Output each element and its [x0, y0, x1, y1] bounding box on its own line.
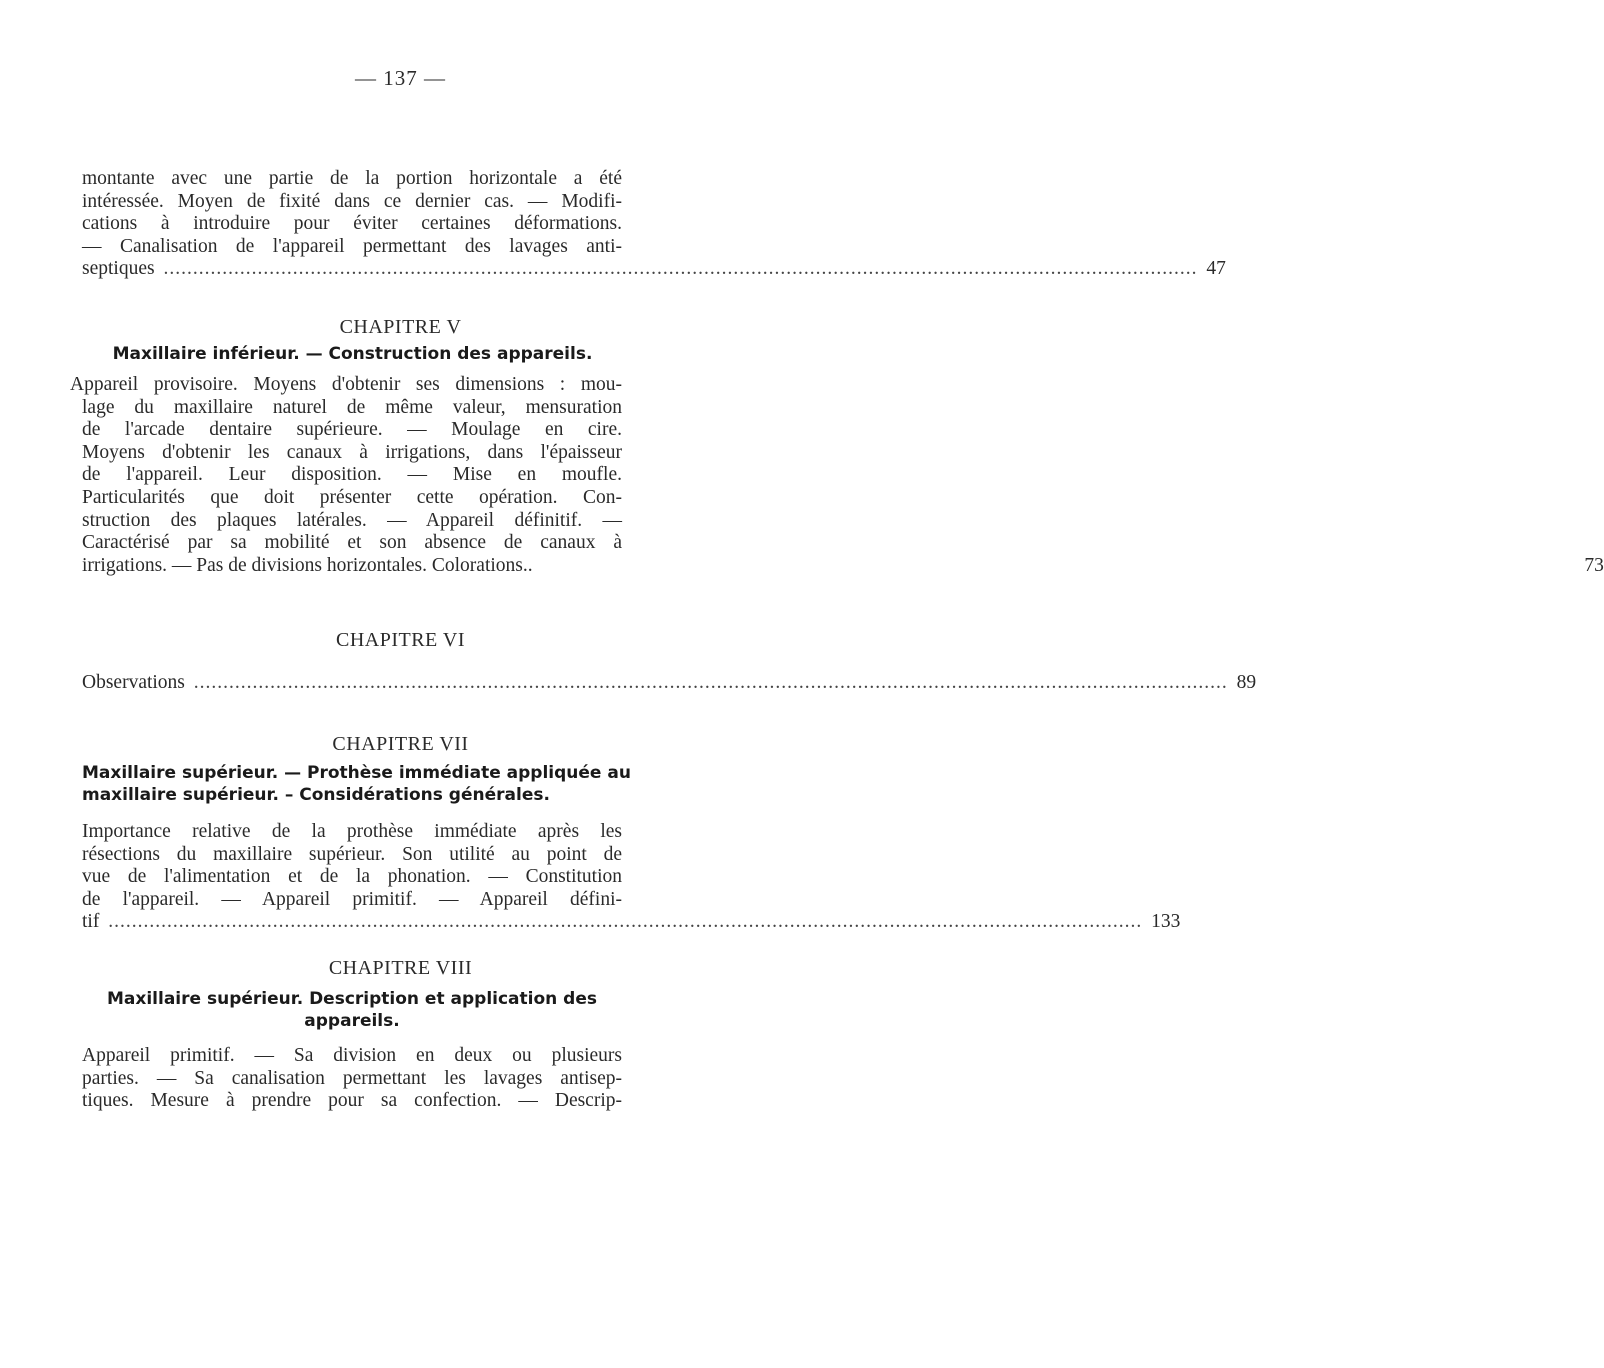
toc-entry-text: tif	[82, 911, 100, 933]
toc-entry-text: irrigations. — Pas de divisions horizontales. Colorations..	[82, 554, 533, 576]
chapter-summary	[82, 821, 1181, 934]
text-line: Particularités que doit présenter cette opération. Con-	[82, 486, 622, 508]
chapter-title-line: maxillaire supérieur. – Considérations générales.	[82, 784, 550, 805]
text-line: cations à introduire pour éviter certaines déformations.	[82, 213, 622, 235]
chapter-title-line: Maxillaire supérieur. Description et application des	[107, 989, 597, 1009]
toc-entry-text: Observations	[82, 672, 185, 693]
text-line: Importance relative de la prothèse immédiate après les	[82, 821, 622, 842]
text-line: — Canalisation de l'appareil permettant des lavages anti-	[82, 235, 622, 257]
dot-leader	[163, 258, 1197, 279]
toc-entry	[82, 911, 1181, 934]
chapter-heading: CHAPITRE V	[339, 316, 462, 338]
text-line: résections du maxillaire supérieur. Son utilité au point de	[82, 843, 622, 865]
text-line: Caractérisé par sa mobilité et son absence de canaux à	[82, 532, 622, 554]
text-line: tiques. Mesure à prendre pour sa confection. — Descrip-	[82, 1090, 622, 1112]
chapter-title-line: Maxillaire inférieur. — Construction des appareils.	[112, 344, 593, 364]
toc-page-number: 73	[1584, 554, 1604, 576]
toc-page-number: 133	[1151, 911, 1181, 933]
text-line: de l'appareil. Leur disposition. — Mise en moufle.	[82, 464, 622, 486]
text-line: intéressée. Moyen de fixité dans ce dernier cas. — Modifi-	[82, 190, 622, 212]
text-line: lage du maxillaire naturel de même valeur, mensuration	[82, 396, 622, 418]
dot-leader	[108, 911, 1142, 932]
chapter-summary	[82, 672, 1257, 695]
toc-entry	[82, 258, 1226, 281]
toc-entry	[82, 672, 1257, 695]
text-line: Moyens d'obtenir les canaux à irrigations, dans l'épaisseur	[82, 441, 622, 463]
chapter-summary	[70, 374, 1604, 577]
page-number: — 137 —	[355, 66, 446, 90]
toc-entry-text: septiques	[82, 258, 155, 280]
text-line: struction des plaques latérales. — Appareil définitif. —	[82, 509, 622, 531]
chapter-title-line: appareils.	[304, 1010, 400, 1031]
text-line: parties. — Sa canalisation permettant les lavages antisep-	[82, 1067, 622, 1089]
text-line: vue de l'alimentation et de la phonation. — Constitution	[82, 866, 622, 888]
chapter-title	[82, 763, 631, 806]
text-line: de l'arcade dentaire supérieure. — Moulage en cire.	[82, 419, 622, 441]
intro-paragraph	[82, 168, 1226, 281]
chapter-title	[82, 989, 622, 1032]
dot-leader	[194, 672, 1228, 693]
text-line: montante avec une partie de la portion horizontale a été	[82, 168, 622, 189]
text-line: de l'appareil. — Appareil primitif. — Appareil défini-	[82, 888, 622, 910]
chapter-heading: CHAPITRE VI	[335, 629, 466, 651]
toc-entry	[70, 554, 1604, 578]
chapter-title-line: Maxillaire supérieur. — Prothèse immédiate appliquée au	[82, 763, 631, 783]
chapter-title	[70, 344, 635, 366]
text-line: Appareil provisoire. Moyens d'obtenir ses dimensions : mou-	[70, 374, 622, 395]
text-line: Appareil primitif. — Sa division en deux ou plusieurs	[82, 1045, 622, 1066]
chapter-heading: CHAPITRE VII	[332, 733, 469, 755]
toc-page-number: 47	[1206, 258, 1226, 280]
chapter-heading: CHAPITRE VIII	[328, 957, 473, 979]
chapter-summary	[82, 1045, 622, 1113]
toc-page-number: 89	[1236, 672, 1257, 693]
